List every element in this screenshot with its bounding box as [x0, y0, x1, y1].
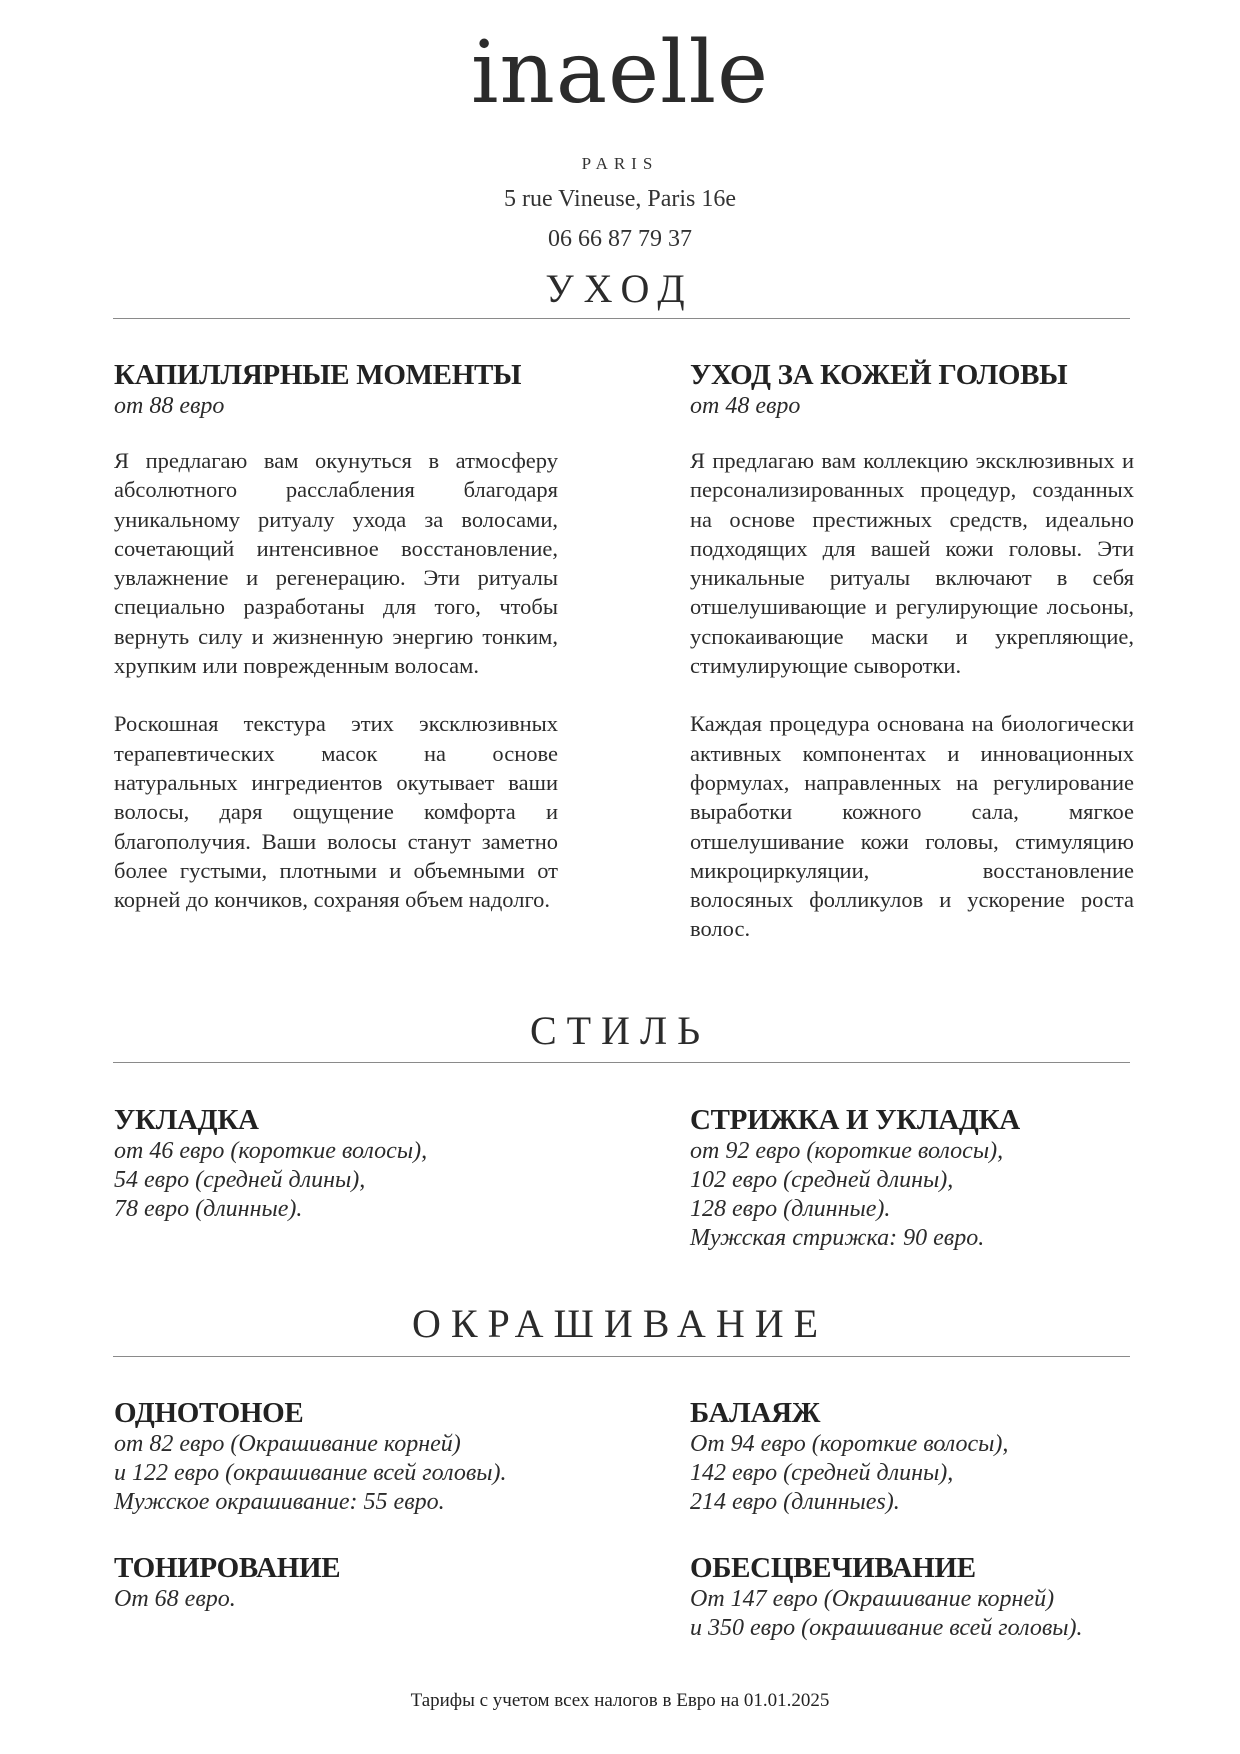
item-price: 128 евро (длинные). — [690, 1196, 891, 1222]
item-title: УХОД ЗА КОЖЕЙ ГОЛОВЫ — [690, 359, 1068, 391]
item-price: от 48 евро — [690, 393, 801, 419]
item-title: ТОНИРОВАНИЕ — [114, 1552, 341, 1584]
style-cut-and-blowdry — [690, 1103, 1134, 1253]
brand-city: PARIS — [581, 154, 659, 173]
item-price: Мужское окрашивание: 55 евро. — [114, 1489, 445, 1515]
style-blowdry — [114, 1103, 558, 1224]
item-price: от 82 евро (Окрашивание корней) — [114, 1431, 461, 1457]
coloring-balayage — [690, 1396, 1134, 1517]
salon-address: 5 rue Vineuse, Paris 16e — [503, 186, 737, 212]
item-title: ОДНОТОНОЕ — [114, 1397, 304, 1429]
item-description: Я предлагаю вам окунуться в атмосферу абсолютного расслабления благодаря уникальному ритуалу ухода за волосами, сочетающий интенсивное восстановление, увлажнение и регенерацию. Эти ритуалы специально разработаны для того, чтобы вернуть силу и жизненную энергию тонким, хрупким или поврежденным волосам. — [114, 448, 558, 679]
coloring-single-tone — [114, 1396, 558, 1517]
item-price: 214 евро (длинныеs). — [690, 1489, 900, 1515]
item-title: КАПИЛЛЯРНЫЕ МОМЕНТЫ — [114, 359, 522, 391]
item-price: От 94 евро (короткие волосы), — [690, 1431, 1009, 1457]
item-price: и 122 евро (окрашивание всей головы). — [114, 1460, 507, 1486]
section-title-style: СТИЛЬ — [529, 1008, 711, 1053]
section-title-coloring: ОКРАШИВАНИЕ — [411, 1301, 829, 1346]
section-title-care: УХОД — [545, 266, 695, 311]
item-title: УКЛАДКА — [114, 1104, 259, 1136]
item-description: Роскошная текстура этих эксклюзивных терапевтических масок на основе натуральных ингредиентов окутывает ваши волосы, даря ощущение комфорта и благополучия. Ваши волосы станут заметно более густыми, плотными и объемными от корней до кончиков, сохраняя объем надолго. — [114, 711, 558, 913]
item-price: 78 евро (длинные). — [114, 1196, 303, 1222]
care-scalp — [690, 358, 1134, 944]
section-divider — [113, 1062, 1130, 1063]
item-description: Каждая процедура основана на биологически активных компонентах и инновационных формулах, направленных на регулирование выработки кожного сала, мягкое отшелушивание кожи головы, стимуляцию микроциркуляции, восстановление волосяных фолликулов и ускорение роста волос. — [690, 711, 1134, 942]
section-divider — [113, 318, 1130, 319]
item-price: 142 евро (средней длины), — [690, 1460, 954, 1486]
item-description: Я предлагаю вам коллекцию эксклюзивных и персонализированных процедур, созданных на основе престижных средств, идеально подходящих для вашей кожи головы. Эти уникальные ритуалы включают в себя отшелушивающие и регулирующие лосьоны, успокаивающие маски и укрепляющие, стимулирующие сыворотки. — [690, 448, 1134, 679]
item-title: ОБЕСЦВЕЧИВАНИЕ — [690, 1552, 976, 1584]
item-price: от 88 евро — [114, 393, 225, 419]
section-divider — [113, 1356, 1130, 1357]
brand-logo: inaelle — [471, 23, 769, 123]
item-price: от 92 евро (короткие волосы), — [690, 1138, 1004, 1164]
page-header — [0, 23, 1240, 254]
coloring-bleaching — [690, 1551, 1134, 1643]
care-capillary-moments — [114, 358, 558, 914]
item-price: от 46 евро (короткие волосы), — [114, 1138, 428, 1164]
item-price: 54 евро (средней длины), — [114, 1167, 366, 1193]
tariff-note: Тарифы с учетом всех налогов в Евро на 01.01.2025 — [410, 1690, 830, 1711]
item-price: и 350 евро (окрашивание всей головы). — [690, 1615, 1083, 1641]
item-price: 102 евро (средней длины), — [690, 1167, 954, 1193]
salon-phone: 06 66 87 79 37 — [548, 226, 692, 252]
item-price: От 68 евро. — [114, 1586, 236, 1612]
item-price: Мужская стрижка: 90 евро. — [690, 1225, 985, 1251]
item-title: БАЛАЯЖ — [690, 1397, 821, 1429]
item-price: От 147 евро (Окрашивание корней) — [690, 1586, 1055, 1612]
item-title: СТРИЖКА И УКЛАДКА — [690, 1104, 1020, 1136]
coloring-toning — [114, 1551, 558, 1614]
